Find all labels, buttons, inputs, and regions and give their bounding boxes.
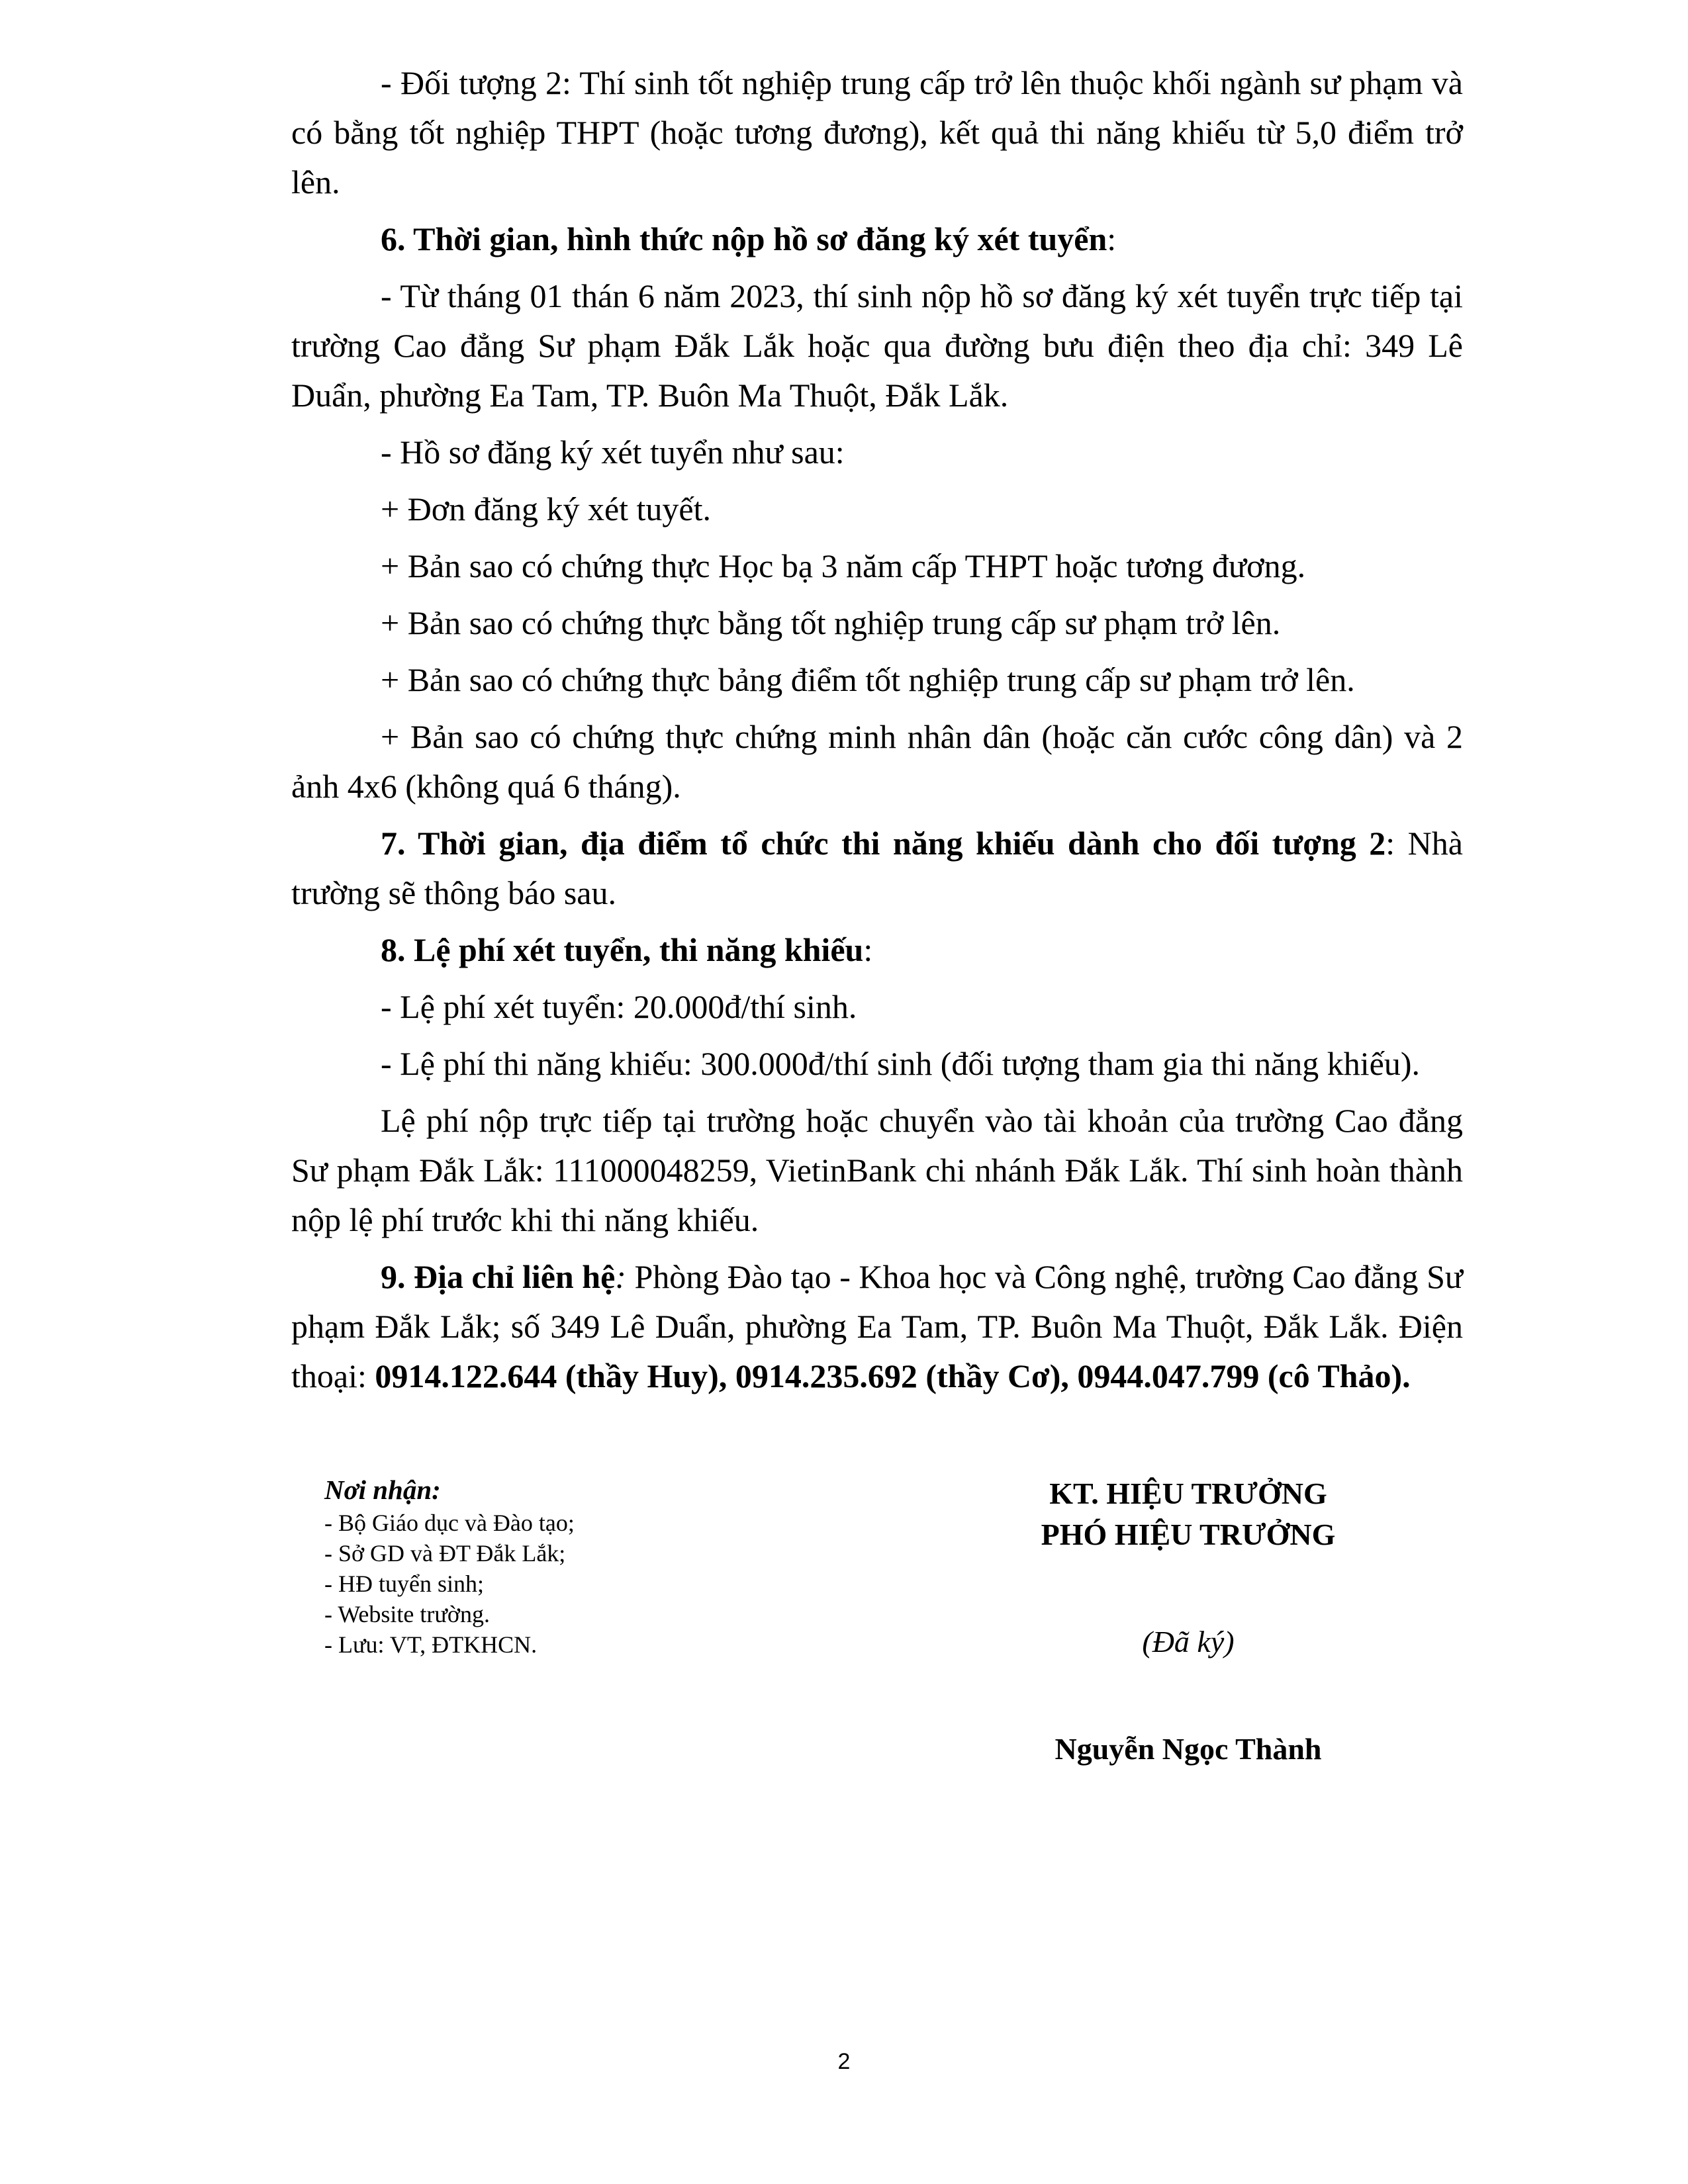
signer-name: Nguyễn Ngọc Thành — [1055, 1732, 1322, 1766]
section-9-text: Phòng Đào tạo - Khoa học và Công nghệ, trường Cao đẳng Sư phạm Đắk Lắk; số 349 Lê Duẩn, phường Ea Tam, TP. Buôn Ma Thuột, Đắk Lắk. Điện thoại: — [291, 1258, 1463, 1394]
recipients-title: Nơi nhận: — [324, 1475, 441, 1505]
section-8 — [291, 925, 1463, 975]
dossier-item: + Bản sao có chứng thực bằng tốt nghiệp trung cấp sư phạm trở lên. — [381, 604, 1281, 641]
section-6 — [291, 214, 1463, 264]
section-6-dossier-intro: - Hồ sơ đăng ký xét tuyển như sau: — [381, 433, 845, 471]
signature-block — [953, 1473, 1423, 1770]
fee-item: - Lệ phí xét tuyển: 20.000đ/thí sinh. — [381, 988, 857, 1025]
section-8-colon: : — [863, 931, 873, 968]
section-7 — [291, 819, 1463, 918]
recipient-item: - Bộ Giáo dục và Đào tạo; — [324, 1510, 575, 1536]
document-body — [291, 58, 1463, 1408]
recipients-block — [324, 1475, 788, 1660]
section-6-heading: 6. Thời gian, hình thức nộp hồ sơ đăng ký xét tuyển — [381, 220, 1107, 257]
section-9 — [291, 1252, 1463, 1401]
signature-title-1: KT. HIỆU TRƯỞNG — [1049, 1477, 1327, 1510]
section-9-colon: : — [615, 1258, 626, 1295]
section-8-heading: 8. Lệ phí xét tuyển, thi năng khiếu — [381, 931, 864, 968]
recipient-item: - Lưu: VT, ĐTKHCN. — [324, 1631, 538, 1658]
fee-item: - Lệ phí thi năng khiếu: 300.000đ/thí sinh (đối tượng tham gia thi năng khiếu). — [381, 1045, 1420, 1082]
recipient-item: - Website trường. — [324, 1601, 490, 1627]
section-6-colon: : — [1107, 220, 1117, 257]
recipient-item: - HĐ tuyển sinh; — [324, 1570, 484, 1597]
signature-title-2: PHÓ HIỆU TRƯỞNG — [1041, 1518, 1336, 1551]
dossier-item: + Bản sao có chứng thực bảng điểm tốt nghiệp trung cấp sư phạm trở lên. — [381, 661, 1355, 698]
signed-note: (Đã ký) — [1142, 1625, 1235, 1659]
paragraph-doi-tuong-2: - Đối tượng 2: Thí sinh tốt nghiệp trung cấp trở lên thuộc khối ngành sư phạm và có bằng tốt nghiệp THPT (hoặc tương đương), kết quả thi năng khiếu từ 5,0 điểm trở lên. — [291, 64, 1463, 201]
recipient-item: - Sở GD và ĐT Đắk Lắk; — [324, 1540, 566, 1567]
fee-payment-paragraph: Lệ phí nộp trực tiếp tại trường hoặc chuyển vào tài khoản của trường Cao đẳng Sư phạm Đắk Lắk: 111000048259, VietinBank chi nhánh Đắk Lắk. Thí sinh hoàn thành nộp lệ phí trước khi thi năng khiếu. — [291, 1102, 1463, 1238]
section-7-heading: 7. Thời gian, địa điểm tổ chức thi năng khiếu dành cho đối tượng 2 — [381, 825, 1386, 862]
dossier-item: + Đơn đăng ký xét tuyết. — [381, 490, 711, 527]
dossier-item: + Bản sao có chứng thực Học bạ 3 năm cấp THPT hoặc tương đương. — [381, 547, 1306, 584]
dossier-item: + Bản sao có chứng thực chứng minh nhân dân (hoặc căn cước công dân) và 2 ảnh 4x6 (không quá 6 tháng). — [291, 718, 1463, 805]
section-6-paragraph: - Từ tháng 01 thán 6 năm 2023, thí sinh nộp hồ sơ đăng ký xét tuyển trực tiếp tại trường Cao đẳng Sư phạm Đắk Lắk hoặc qua đường bưu điện theo địa chỉ: 349 Lê Duẩn, phường Ea Tam, TP. Buôn Ma Thuột, Đắk Lắk. — [291, 277, 1463, 414]
page-number: 2 — [837, 2049, 851, 2074]
section-7-text: : Nhà trường sẽ thông báo sau. — [291, 825, 1463, 911]
contact-phones: 0914.122.644 (thầy Huy), 0914.235.692 (thầy Cơ), 0944.047.799 (cô Thảo). — [375, 1357, 1411, 1394]
section-9-heading: 9. Địa chỉ liên hệ — [381, 1258, 616, 1295]
